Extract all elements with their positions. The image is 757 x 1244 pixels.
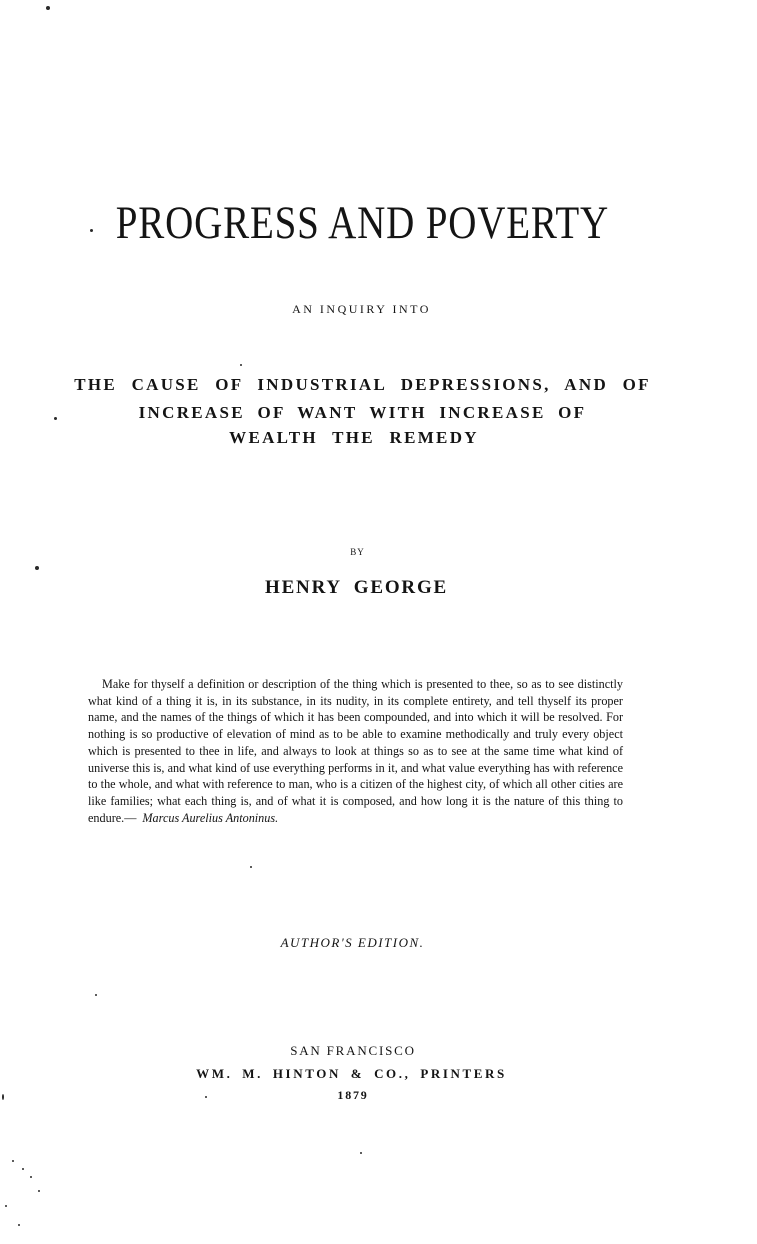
scan-speck [360, 1152, 362, 1154]
scan-speck [2, 1094, 4, 1100]
epigraph [88, 676, 623, 826]
imprint-city: SAN FRANCISCO [290, 1043, 416, 1058]
scan-speck [35, 566, 39, 570]
scan-speck [95, 994, 97, 996]
book-title: PROGRESS AND POVERTY [115, 197, 610, 249]
scan-speck [18, 1224, 20, 1226]
scan-speck [38, 1190, 40, 1192]
scan-speck [46, 6, 50, 10]
edition-label: AUTHOR'S EDITION. [280, 935, 425, 950]
scan-speck [5, 1205, 7, 1207]
epigraph-text: Make for thyself a definition or description of the thing which is presented to thee, so as to see distinctly what kind of a thing it is, in its substance, in its nudity, in its complete entirety, and tell thyself its proper name, and the names of the things of which it has been compounded, and into which it will be resolved. For nothing is so productive of elevation of mind as to be able to examine methodically and truly every object which is presented to thee in life, and always to look at things so as to see at the same time what kind of universe this is, and what kind of use everything performs in it, and what value everything has with reference to the whole, and what with reference to man, who is a citizen of the highest city, of which all other cities are like families; what each thing is, and of what it is composed, and how long it is the nature of this thing to endure.— [88, 677, 623, 825]
imprint-printer: WM. M. HINTON & CO., PRINTERS [196, 1066, 507, 1081]
imprint-year: 1879 [337, 1088, 369, 1102]
scan-speck [12, 1160, 14, 1162]
scan-speck [205, 1096, 207, 1098]
author-name: HENRY GEORGE [265, 577, 448, 598]
subtitle-line-2: INCREASE OF WANT WITH INCREASE OF [138, 403, 587, 422]
scan-speck [30, 1176, 32, 1178]
inquiry-line: AN INQUIRY INTO [292, 302, 431, 316]
scan-speck [90, 229, 93, 232]
subtitle-line-3: WEALTH THE REMEDY [229, 428, 479, 447]
scan-speck [250, 866, 252, 868]
by-line: BY [350, 547, 365, 557]
scan-speck [240, 364, 242, 366]
epigraph-attribution: Marcus Aurelius Antoninus. [142, 810, 279, 825]
scan-speck [54, 417, 57, 420]
subtitle-line-1: THE CAUSE OF INDUSTRIAL DEPRESSIONS, AND OF [74, 375, 651, 394]
scan-speck [22, 1168, 24, 1170]
